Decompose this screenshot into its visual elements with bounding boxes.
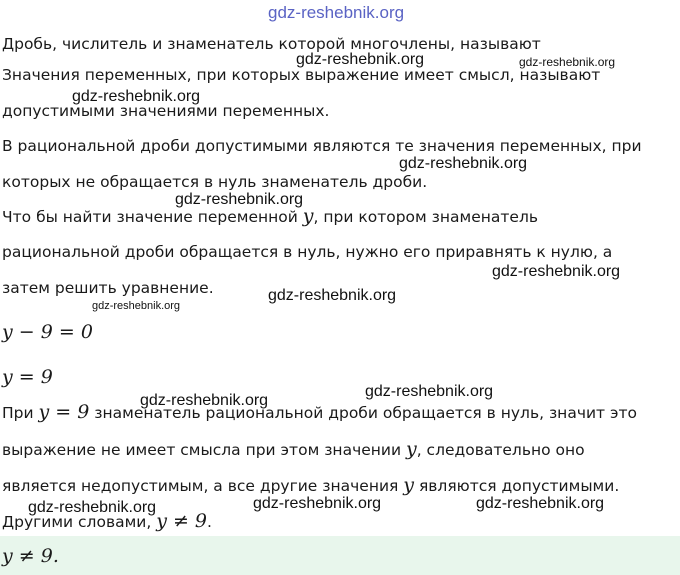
paragraph-line-9-start: При	[2, 404, 39, 422]
watermark-2: gdz-reshebnik.org	[519, 55, 616, 69]
paragraph-line-10	[2, 439, 585, 460]
equation-1: y − 9 = 0	[2, 321, 93, 343]
watermark-13: gdz-reshebnik.org	[476, 495, 605, 512]
paragraph-line-4: В рациональной дроби допустимыми являются те значения переменных, при	[2, 137, 642, 155]
paragraph-line-11-end: являются допустимыми.	[414, 477, 620, 495]
paragraph-line-6	[2, 206, 538, 227]
inline-variable-y: y	[302, 205, 314, 227]
paragraph-line-7: рациональной дроби обращается в нуль, нужно его приравнять к нулю, а	[2, 243, 613, 261]
paragraph-line-12-end: .	[207, 513, 212, 531]
watermark-1: gdz-reshebnik.org	[296, 51, 425, 68]
paragraph-line-6-end: , при котором знаменатель	[313, 208, 539, 226]
answer-inequality: y ≠ 9.	[2, 545, 59, 567]
watermark-6: gdz-reshebnik.org	[492, 263, 621, 280]
paragraph-line-11	[2, 475, 619, 496]
watermark-4: gdz-reshebnik.org	[399, 155, 528, 172]
watermark-8: gdz-reshebnik.org	[92, 300, 181, 312]
paragraph-line-5: которых не обращается в нуль знаменатель дроби.	[2, 173, 428, 191]
watermark-11: gdz-reshebnik.org	[28, 499, 157, 516]
paragraph-line-1: Дробь, числитель и знаменатель которой многочлены, называют	[2, 35, 541, 53]
answer-highlight	[0, 536, 680, 575]
watermark-7: gdz-reshebnik.org	[268, 287, 397, 304]
paragraph-line-9	[2, 402, 637, 423]
paragraph-line-3: допустимыми значениями переменных.	[2, 102, 330, 120]
watermark-10: gdz-reshebnik.org	[140, 392, 269, 409]
watermark-12: gdz-reshebnik.org	[253, 495, 382, 512]
inline-variable-y-3: y	[403, 474, 415, 496]
paragraph-line-9-end: знаменатель рациональной дроби обращается в нуль, значит это	[89, 404, 638, 422]
paragraph-line-12-start: Другими словами,	[2, 513, 157, 531]
paragraph-line-6-start: Что бы найти значение переменной	[2, 208, 303, 226]
inline-equation-y-9: y = 9	[38, 401, 90, 423]
watermark-9: gdz-reshebnik.org	[365, 383, 494, 400]
paragraph-line-11-start: является недопустимым, а все другие значения	[2, 477, 404, 495]
paragraph-line-8: затем решить уравнение.	[2, 279, 214, 297]
watermark-5: gdz-reshebnik.org	[175, 191, 304, 208]
paragraph-line-10-end: , следовательно оно	[416, 441, 585, 459]
equation-2: y = 9	[2, 366, 53, 388]
inline-inequality: y ≠ 9	[156, 510, 208, 532]
inline-variable-y-2: y	[405, 438, 417, 460]
top-watermark: gdz-reshebnik.org	[268, 3, 405, 22]
paragraph-line-2: Значения переменных, при которых выражение имеет смысл, называют	[2, 66, 601, 84]
watermark-3: gdz-reshebnik.org	[72, 88, 201, 105]
paragraph-line-10-start: выражение не имеет смысла при этом значении	[2, 441, 406, 459]
